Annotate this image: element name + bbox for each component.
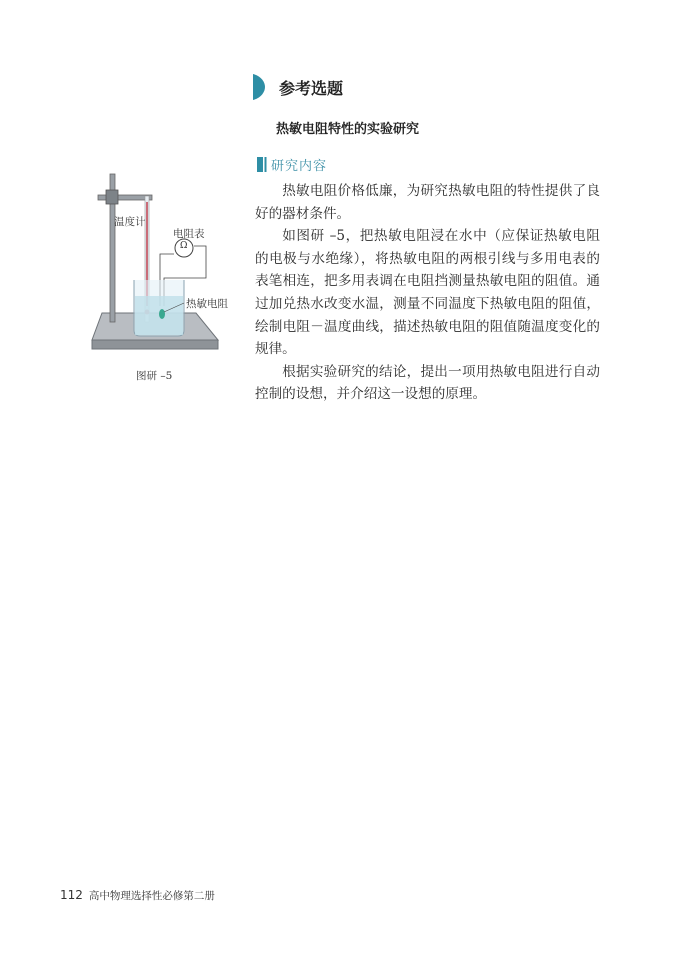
figure-caption: 图研 –5 [136, 370, 173, 382]
content-heading [257, 156, 327, 172]
heading-bar-icon [257, 157, 267, 172]
content-heading-label: 研究内容 [271, 158, 328, 174]
apparatus-illustration [84, 168, 234, 373]
thermometer-label: 温度计 [114, 216, 146, 228]
body-text [255, 180, 600, 406]
thermistor-label: 热敏电阻 [186, 298, 228, 310]
page-number: 112 [60, 888, 83, 902]
ohmmeter-label: 电阻表 [173, 228, 205, 240]
page-footer [60, 888, 215, 903]
paragraph: 热敏电阻价格低廉，为研究热敏电阻的特性提供了良好的器材条件。 [255, 183, 600, 222]
paragraph: 如图研 –5，把热敏电阻浸在水中（应保证热敏电阻的电极与水绝缘），将热敏电阻的两根引线与多用电表的表笔相连，把多用表调在电阻挡测量热敏电阻的阻值。通过加兑热水改变水温，测量不同温度下热敏电阻的阻值，绘制电阻－温度曲线，描述热敏电阻的阻值随温度变化的规律。 [255, 228, 600, 358]
apparatus-figure [84, 168, 234, 373]
experiment-title: 热敏电阻特性的实验研究 [276, 122, 420, 137]
book-title: 高中物理选择性必修第二册 [88, 890, 215, 902]
section-title: 参考选题 [279, 78, 344, 98]
section-marker-icon [253, 74, 265, 100]
section-heading [253, 74, 343, 100]
ohm-symbol: Ω [180, 241, 188, 251]
paragraph: 根据实验研究的结论，提出一项用热敏电阻进行自动控制的设想，并介绍这一设想的原理。 [255, 363, 600, 403]
